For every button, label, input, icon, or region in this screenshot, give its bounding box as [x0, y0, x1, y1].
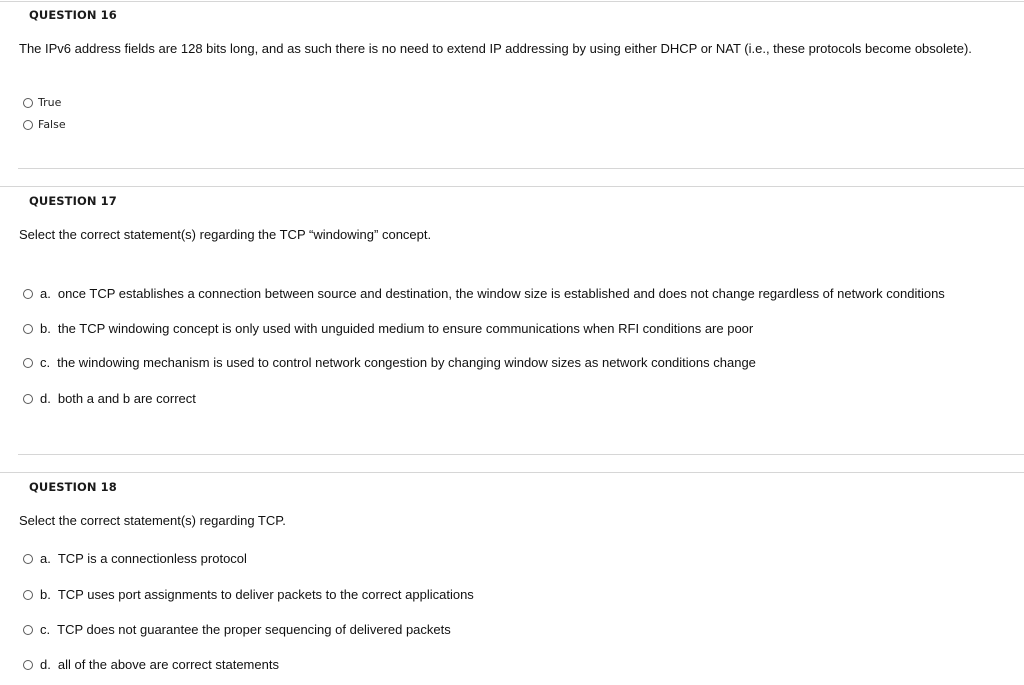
option-letter: a. [40, 551, 51, 566]
option-label: the windowing mechanism is used to control network congestion by changing window sizes as network conditions change [57, 355, 756, 370]
top-divider [0, 1, 1024, 2]
option-label: TCP is a connectionless protocol [57, 551, 247, 566]
option-letter: d. [40, 391, 51, 406]
q18-option-a[interactable] [23, 551, 247, 566]
question-17-bottom-divider [18, 454, 1024, 455]
q18-option-b[interactable] [23, 587, 474, 602]
q16-option-false[interactable] [23, 118, 66, 131]
option-label: the TCP windowing concept is only used with unguided medium to ensure communications when RFI conditions are poor [57, 321, 754, 336]
option-label: False [38, 118, 66, 131]
option-letter: b. [40, 321, 51, 336]
radio-button[interactable] [23, 324, 33, 334]
q18-option-c[interactable] [23, 622, 451, 637]
q17-option-a[interactable] [23, 286, 945, 301]
option-letter: d. [40, 657, 51, 672]
radio-button[interactable] [23, 554, 33, 564]
option-label: TCP uses port assignments to deliver packets to the correct applications [57, 587, 474, 602]
question-17-header: QUESTION 17 [29, 194, 117, 208]
q17-option-b[interactable] [23, 321, 753, 336]
option-label: once TCP establishes a connection between source and destination, the window size is established and does not change regardless of network conditions [57, 286, 945, 301]
option-label: TCP does not guarantee the proper sequencing of delivered packets [57, 622, 451, 637]
option-label: True [38, 96, 62, 109]
option-label: all of the above are correct statements [57, 657, 279, 672]
question-18-header: QUESTION 18 [29, 480, 117, 494]
radio-button[interactable] [23, 358, 33, 368]
option-label: both a and b are correct [57, 391, 196, 406]
q16-option-true[interactable] [23, 96, 61, 109]
question-16-prompt: The IPv6 address fields are 128 bits long, and as such there is no need to extend IP addressing by using either DHCP or NAT (i.e., these protocols become obsolete). [19, 41, 972, 56]
radio-button[interactable] [23, 98, 33, 108]
question-18-top-divider [0, 472, 1024, 473]
question-16-header: QUESTION 16 [29, 8, 117, 22]
option-letter: c. [40, 355, 51, 370]
question-17-top-divider [0, 186, 1024, 187]
question-18-prompt: Select the correct statement(s) regarding TCP. [19, 513, 286, 528]
radio-button[interactable] [23, 120, 33, 130]
radio-button[interactable] [23, 394, 33, 404]
q17-option-d[interactable] [23, 391, 196, 406]
question-16-bottom-divider [18, 168, 1024, 169]
question-17-prompt: Select the correct statement(s) regarding the TCP “windowing” concept. [19, 227, 432, 242]
radio-button[interactable] [23, 625, 33, 635]
radio-button[interactable] [23, 289, 33, 299]
radio-button[interactable] [23, 660, 33, 670]
option-letter: c. [40, 622, 51, 637]
q17-option-c[interactable] [23, 355, 756, 370]
radio-button[interactable] [23, 590, 33, 600]
q18-option-d[interactable] [23, 657, 279, 672]
option-letter: b. [40, 587, 51, 602]
option-letter: a. [40, 286, 51, 301]
